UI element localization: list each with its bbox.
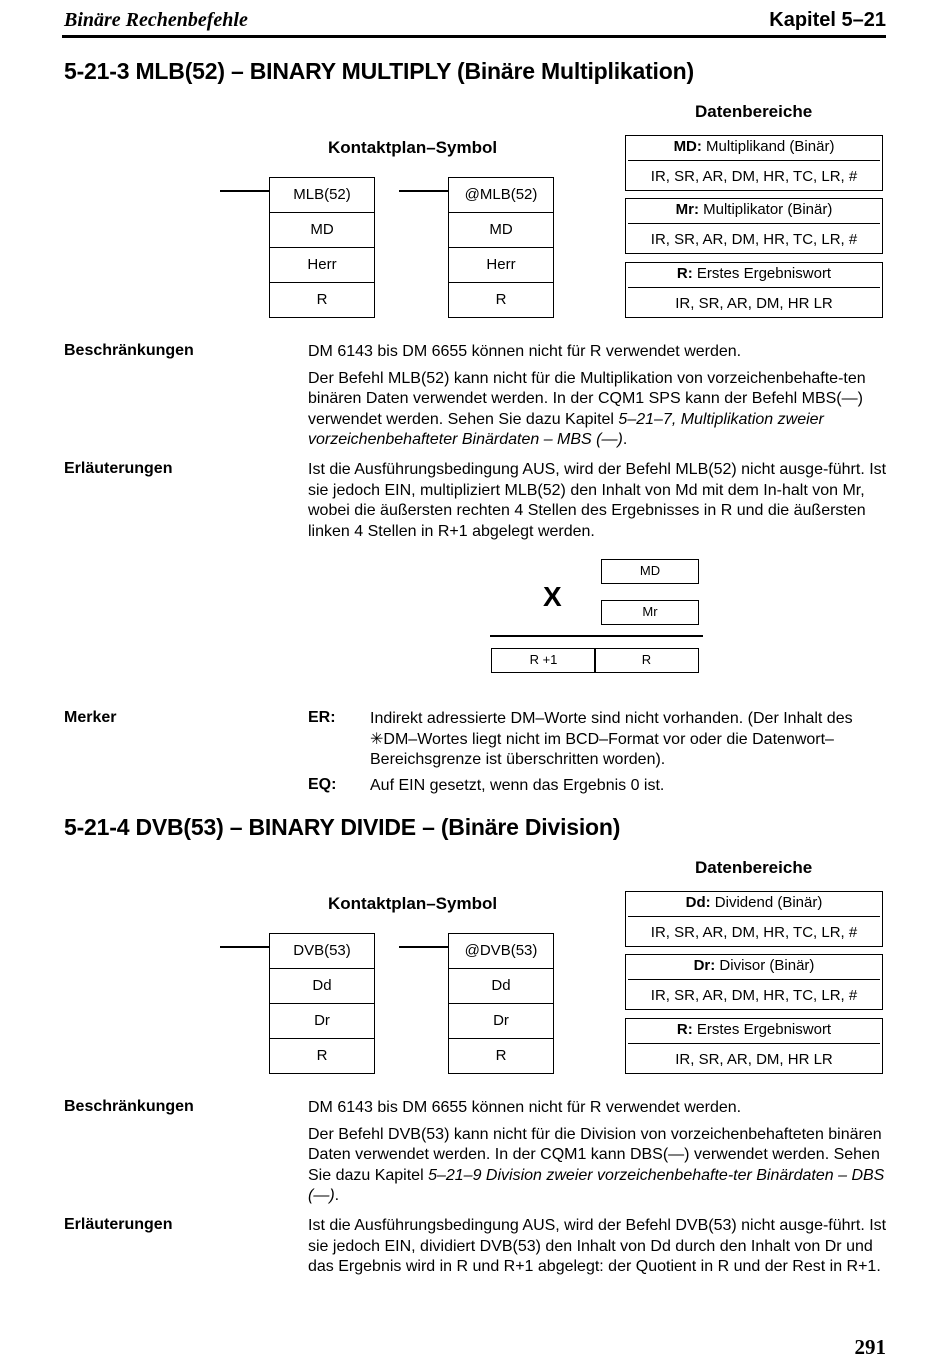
datenbereiche-heading: Datenbereiche <box>695 102 813 121</box>
kontaktplan-heading: Kontaktplan–Symbol <box>328 138 498 157</box>
ladder-rail <box>220 946 270 948</box>
ladder-symbol-dvb-diff <box>448 933 554 1074</box>
operand-label: Erstes Ergebniswort <box>692 265 832 282</box>
operand-key: R: <box>676 265 693 282</box>
diagram-box-md: MD <box>601 559 699 584</box>
paragraph: DM 6143 bis DM 6655 können nicht für R verwendet werden. <box>308 343 742 360</box>
erlaeuterungen-text <box>308 460 888 548</box>
flag-eq: EQ: <box>308 776 337 793</box>
operand-label: Dividend (Binär) <box>710 894 823 911</box>
ladder-cell: R <box>270 282 374 317</box>
running-header-title: Binäre Rechenbefehle <box>64 9 248 31</box>
paragraph: Der Befehl MLB(52) kann nicht für die Multiplikation von vorzeichenbehafte-ten binären Daten verwendet werden. In der CQM1 SPS kann der Befehl MBS(—) verwendet werden. Sehen Sie dazu Kapitel 5–21–7, Multiplikation zweier vorzeichenbehafteter Binärdaten – MBS (—). <box>308 369 866 448</box>
data-area-box <box>625 1018 883 1074</box>
ladder-cell: Dd <box>449 968 553 1003</box>
diagram-box-r1: R +1 <box>491 648 596 673</box>
section-title-dvb: 5-21-4 DVB(53) – BINARY DIVIDE – (Binäre Division) <box>64 814 621 840</box>
operand-label: Multiplikator (Binär) <box>698 201 833 218</box>
diagram-result-line <box>490 635 703 637</box>
running-header-chapter: Kapitel 5–21 <box>769 9 886 31</box>
operand-areas: IR, SR, AR, DM, HR, TC, LR, # <box>650 987 858 1004</box>
data-area-box <box>625 198 883 254</box>
ladder-cell: MLB(52) <box>293 186 351 203</box>
ladder-cell: Dd <box>270 968 374 1003</box>
operand-label: Erstes Ergebniswort <box>692 1021 832 1038</box>
beschraenkungen-text <box>308 342 888 457</box>
operand-areas: IR, SR, AR, DM, HR, TC, LR, # <box>650 168 858 185</box>
operand-areas: IR, SR, AR, DM, HR, TC, LR, # <box>650 924 858 941</box>
ladder-cell: @MLB(52) <box>464 186 538 203</box>
datenbereiche-heading: Datenbereiche <box>695 858 813 877</box>
operand-areas: IR, SR, AR, DM, HR LR <box>675 1051 833 1068</box>
operand-key: Dr: <box>693 957 716 974</box>
cross-reference: 5–21–7, Multiplikation zweier vorzeichenbehafteter Binärdaten – MBS (—) <box>308 410 824 448</box>
ladder-rail <box>220 190 270 192</box>
operand-label: Multiplikand (Binär) <box>701 138 835 155</box>
ladder-symbol-mlb-diff <box>448 177 554 318</box>
side-label-erlaeuterungen: Erläuterungen <box>64 460 173 477</box>
kontaktplan-heading: Kontaktplan–Symbol <box>328 894 498 913</box>
ladder-cell: DVB(53) <box>293 942 351 959</box>
ladder-cell: R <box>449 1038 553 1073</box>
multiply-sign: X <box>543 581 562 612</box>
diagram-box-r: R <box>594 648 699 673</box>
operand-key: Dd: <box>685 894 711 911</box>
data-area-box <box>625 891 883 947</box>
paragraph: DM 6143 bis DM 6655 können nicht für R verwendet werden. <box>308 1099 742 1116</box>
ladder-cell: R <box>270 1038 374 1073</box>
operand-areas: IR, SR, AR, DM, HR LR <box>675 295 833 312</box>
operand-label: Divisor (Binär) <box>715 957 815 974</box>
beschraenkungen-text <box>308 1098 888 1213</box>
ladder-cell: MD <box>449 212 553 247</box>
diagram-box-mr: Mr <box>601 600 699 625</box>
ladder-cell: Dr <box>270 1003 374 1038</box>
cross-reference: 5–21–9 Division zweier vorzeichenbehafte-ter Binärdaten – DBS (—) <box>308 1166 885 1204</box>
side-label-beschraenkungen: Beschränkungen <box>64 1098 194 1115</box>
erlaeuterungen-text <box>308 1216 888 1284</box>
data-area-box <box>625 262 883 318</box>
page-number: 291 <box>854 1335 886 1359</box>
data-area-box <box>625 954 883 1010</box>
data-area-box <box>625 135 883 191</box>
operand-key: MD: <box>673 138 702 155</box>
operand-areas: IR, SR, AR, DM, HR, TC, LR, # <box>650 231 858 248</box>
flag-er: ER: <box>308 709 336 726</box>
ladder-rail <box>399 946 449 948</box>
side-label-erlaeuterungen: Erläuterungen <box>64 1216 173 1233</box>
flag-er-text: Indirekt adressierte DM–Worte sind nicht vorhanden. (Der Inhalt des ✳DM–Wortes liegt nicht im BCD–Format vor oder die Datenwort–Bereichsgrenze ist überschritten worden). <box>370 710 853 768</box>
ladder-cell: R <box>449 282 553 317</box>
side-label-merker: Merker <box>64 709 117 726</box>
ladder-cell: Dr <box>449 1003 553 1038</box>
ladder-cell: Herr <box>449 247 553 282</box>
paragraph: Ist die Ausführungsbedingung AUS, wird der Befehl DVB(53) nicht ausge-führt. Ist sie jedoch EIN, dividiert DVB(53) den Inhalt von Dd durch den Inhalt von Dr und das Ergebnis wird in R und R+1 abgelegt: der Quotient in R und der Rest in R+1. <box>308 1217 887 1275</box>
ladder-cell: MD <box>270 212 374 247</box>
ladder-rail <box>399 190 449 192</box>
header-rule <box>62 35 886 38</box>
ladder-symbol-dvb <box>269 933 375 1074</box>
operand-key: Mr: <box>675 201 699 218</box>
flag-eq-text: Auf EIN gesetzt, wenn das Ergebnis 0 ist. <box>370 777 665 794</box>
section-title-mlb: 5-21-3 MLB(52) – BINARY MULTIPLY (Binäre Multiplikation) <box>64 58 694 84</box>
paragraph: Ist die Ausführungsbedingung AUS, wird der Befehl MLB(52) nicht ausge-führt. Ist sie jedoch EIN, multipliziert MLB(52) den Inhalt von Md mit dem In-halt von Mr, wobei die äußersten rechten 4 Stellen des Ergebnisses in R und die äußersten linken 4 Stellen in R+1 abgelegt werden. <box>308 461 887 540</box>
operand-key: R: <box>676 1021 693 1038</box>
ladder-cell: @DVB(53) <box>464 942 538 959</box>
ladder-cell: Herr <box>270 247 374 282</box>
ladder-symbol-mlb <box>269 177 375 318</box>
side-label-beschraenkungen: Beschränkungen <box>64 342 194 359</box>
paragraph: Der Befehl DVB(53) kann nicht für die Division von vorzeichenbehafteten binären Daten verwendet werden. In der CQM1 kann DBS(—) verwendet werden. Sehen Sie dazu Kapitel 5–21–9 Division zweier vorzeichenbehafte-ter Binärdaten – DBS (—). <box>308 1125 885 1204</box>
